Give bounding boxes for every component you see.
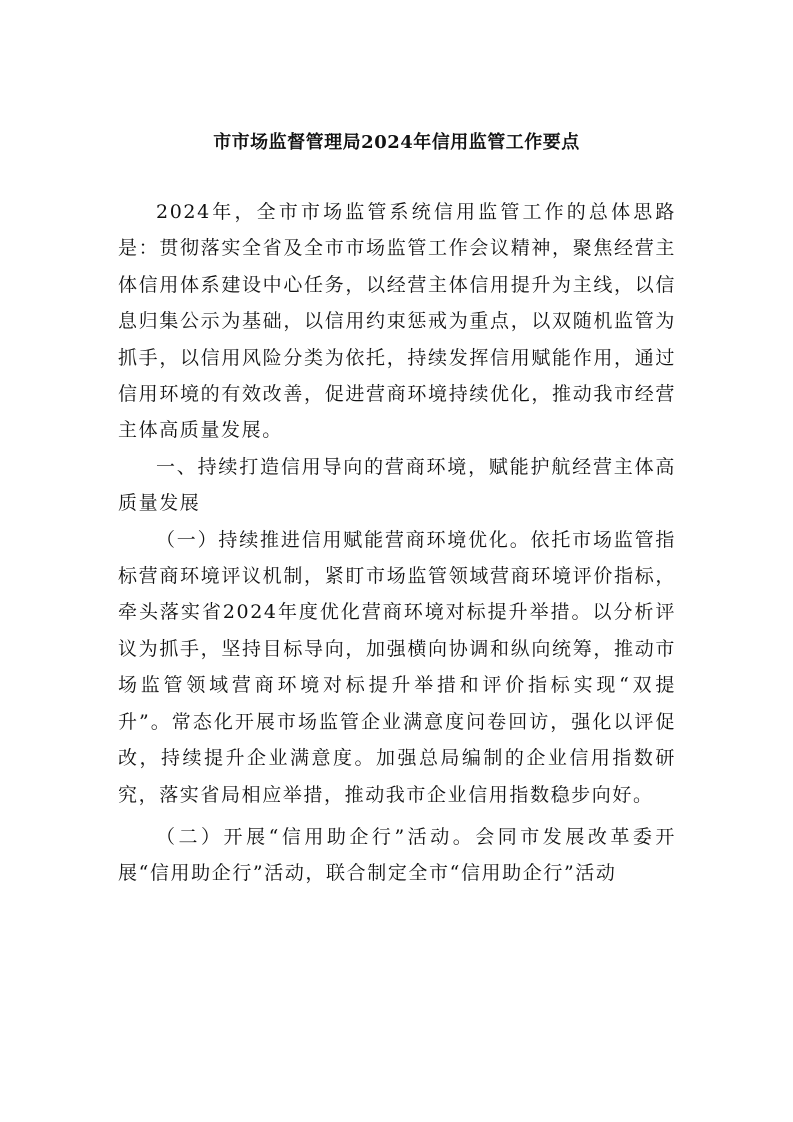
paragraph-item-1: （一）持续推进信用赋能营商环境优化。依托市场监管指标营商环境评议机制，紧盯市场监管领域营商环境评价指标，牵头落实省2024年度优化营商环境对标提升举措。以分析评议为抓手，坚持目标导向，加强横向协调和纵向统筹，推动市场监管领域营商环境对标提升举措和评价指标实现“双提升”。常态化开展市场监管企业满意度问卷回访，强化以评促改，持续提升企业满意度。加强总局编制的企业信用指数研究，落实省局相应举措，推动我市企业信用指数稳步向好。 — [118, 528, 676, 806]
paragraph-overview: 2024年，全市市场监管系统信用监管工作的总体思路是：贯彻落实全省及全市市场监管工作会议精神，聚焦经营主体信用体系建设中心任务，以经营主体信用提升为主线，以信息归集公示为基础，以信用约束惩戒为重点，以双随机监管为抓手，以信用风险分类为依托，持续发挥信用赋能作用，通过信用环境的有效改善，促进营商环境持续优化，推动我市经营主体高质量发展。 — [118, 201, 676, 442]
document-title: 市市场监督管理局2024年信用监管工作要点 — [213, 132, 580, 153]
document-body — [118, 194, 676, 892]
section-heading-1: 一、持续打造信用导向的营商环境，赋能护航经营主体高质量发展 — [118, 455, 676, 515]
paragraph-item-2: （二）开展“信用助企行”活动。会同市发展改革委开展“信用助企行”活动，联合制定全市“信用助企行”活动 — [118, 825, 676, 885]
